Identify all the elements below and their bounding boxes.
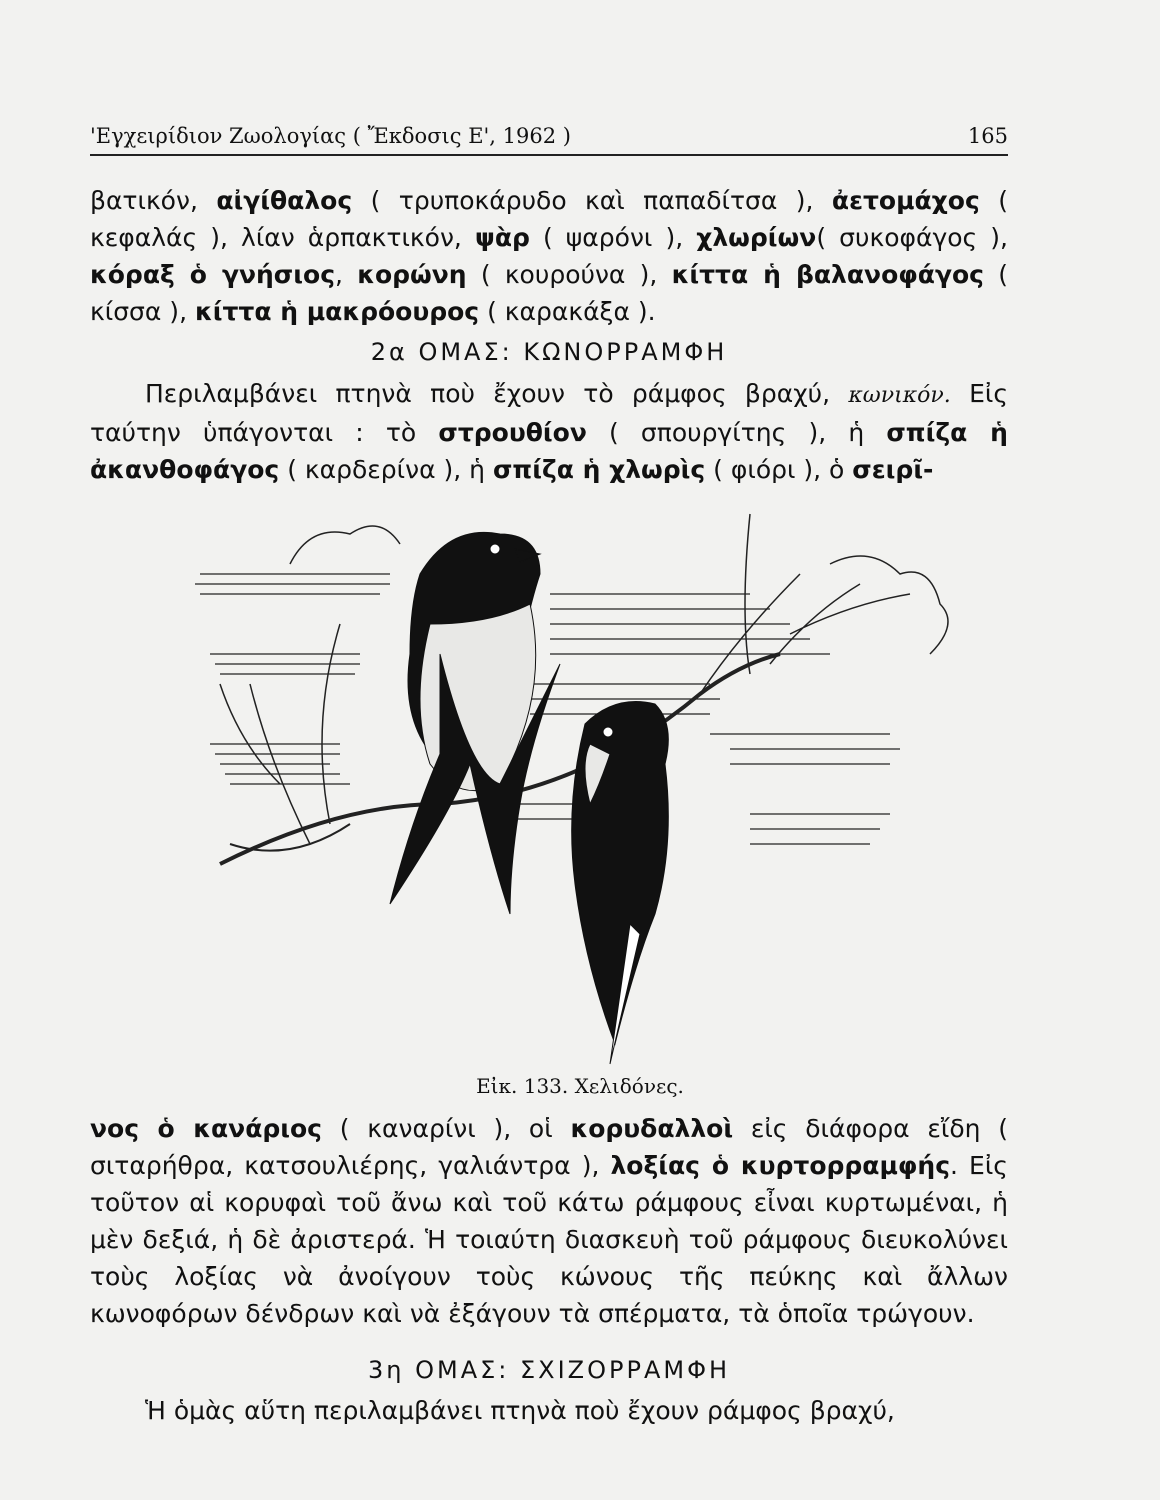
swallows-illustration	[190, 484, 1010, 1084]
text: Ἡ ὁμὰς αὕτη περιλαμβάνει πτηνὰ ποὺ ἔχουν ράμφος βραχύ,	[145, 1396, 895, 1425]
term: κόραξ ὁ γνήσιος	[90, 260, 336, 289]
running-header	[90, 118, 1008, 156]
swallow-large	[390, 532, 560, 914]
page-number: 165	[967, 124, 1008, 148]
term: ψὰρ	[474, 223, 530, 252]
term: σπίζα ἡ ἀκανθοφάγος	[90, 418, 1008, 484]
text: . Εἰς τοῦτον αἱ κορυφαὶ τοῦ ἄνω καὶ τοῦ κάτω ράμφους εἶναι κυρτωμέναι, ἡ μὲν δεξιά, ἡ δὲ ἀριστερά. Ἡ τοιαύτη διασκευὴ τοῦ ράμφους διευκολύνει τοὺς λοξίας νὰ ἀνοίγουν τοὺς κώνους τῆς πεύκης καὶ ἄλλων κωνοφόρων δένδρων καὶ νὰ ἐξάγουν τὰ σπέρματα, τὰ ὁποῖα τρώγουν.	[90, 1151, 1008, 1328]
section-heading-3: 3η ΟΜΑΣ: ΣΧΙΖΟΡΡΑΜΦΗ	[367, 1356, 731, 1384]
paragraph-3	[90, 1110, 1008, 1332]
swallow-small	[572, 702, 669, 1065]
text: Εἰς ταύτην ὑπάγονται : τὸ	[90, 379, 1009, 447]
text: Περιλαμβάνει πτηνὰ ποὺ ἔχουν τὸ ράμφος βραχύ,	[145, 379, 849, 408]
term-italic: κωνικόν.	[848, 383, 951, 408]
text: ( σπουργίτης ), ἡ	[586, 418, 887, 447]
text: ( τρυποκάρυδο καὶ παπαδίτσα ),	[352, 186, 832, 215]
term: χλωρίων	[696, 223, 817, 252]
term: νος ὁ κανάριος	[90, 1114, 323, 1143]
text: ( κίσσα ),	[90, 260, 1008, 326]
text: βατικόν,	[90, 186, 217, 215]
book-title: 'Εγχειρίδιον Ζωολογίας ( Ἔκδοσις Ε', 1962 )	[90, 124, 571, 148]
text: ( συκοφάγος ),	[816, 223, 1009, 252]
paragraph-2	[90, 375, 1008, 488]
text: ( καναρίνι ), οἱ	[322, 1114, 571, 1143]
figure-caption: Εἰκ. 133. Χελιδόνες.	[476, 1074, 684, 1098]
section-heading-2a: 2α ΟΜΑΣ: ΚΩΝΟΡΡΑΜΦΗ	[370, 338, 728, 366]
term: ἀετομάχος	[831, 186, 980, 215]
paragraph-4	[90, 1392, 1008, 1429]
term: κίττα ἡ μακρόουρος	[194, 297, 480, 326]
text: ,	[335, 260, 358, 289]
text: εἰς διάφορα εἴδη ( σιταρήθρα, κατσουλιέρης, γαλιάντρα ),	[90, 1114, 1009, 1180]
term: στρουθίον	[438, 418, 587, 447]
paragraph-1	[90, 182, 1008, 330]
text: ( κουρούνα ),	[466, 260, 672, 289]
term: λοξίας ὁ κυρτορραμφής	[610, 1151, 951, 1180]
term: κορώνη	[357, 260, 467, 289]
term: σπίζα ἡ χλωρὶς	[492, 455, 706, 484]
term: αἰγίθαλος	[216, 186, 353, 215]
text: ( καρακάξα ).	[479, 297, 656, 326]
text: ( κεφαλάς ), λίαν ἁρπακτικόν,	[90, 186, 1008, 252]
term: κίττα ἡ βαλανοφάγος	[671, 260, 984, 289]
text: ( φιόρι ), ὁ	[705, 455, 853, 484]
background-hatching	[195, 574, 900, 844]
term: σειρῖ-	[852, 455, 934, 484]
text: ( ψαρόνι ),	[529, 223, 697, 252]
text: ( καρδερίνα ), ἡ	[279, 455, 493, 484]
term: κορυδαλλοὶ	[570, 1114, 734, 1143]
